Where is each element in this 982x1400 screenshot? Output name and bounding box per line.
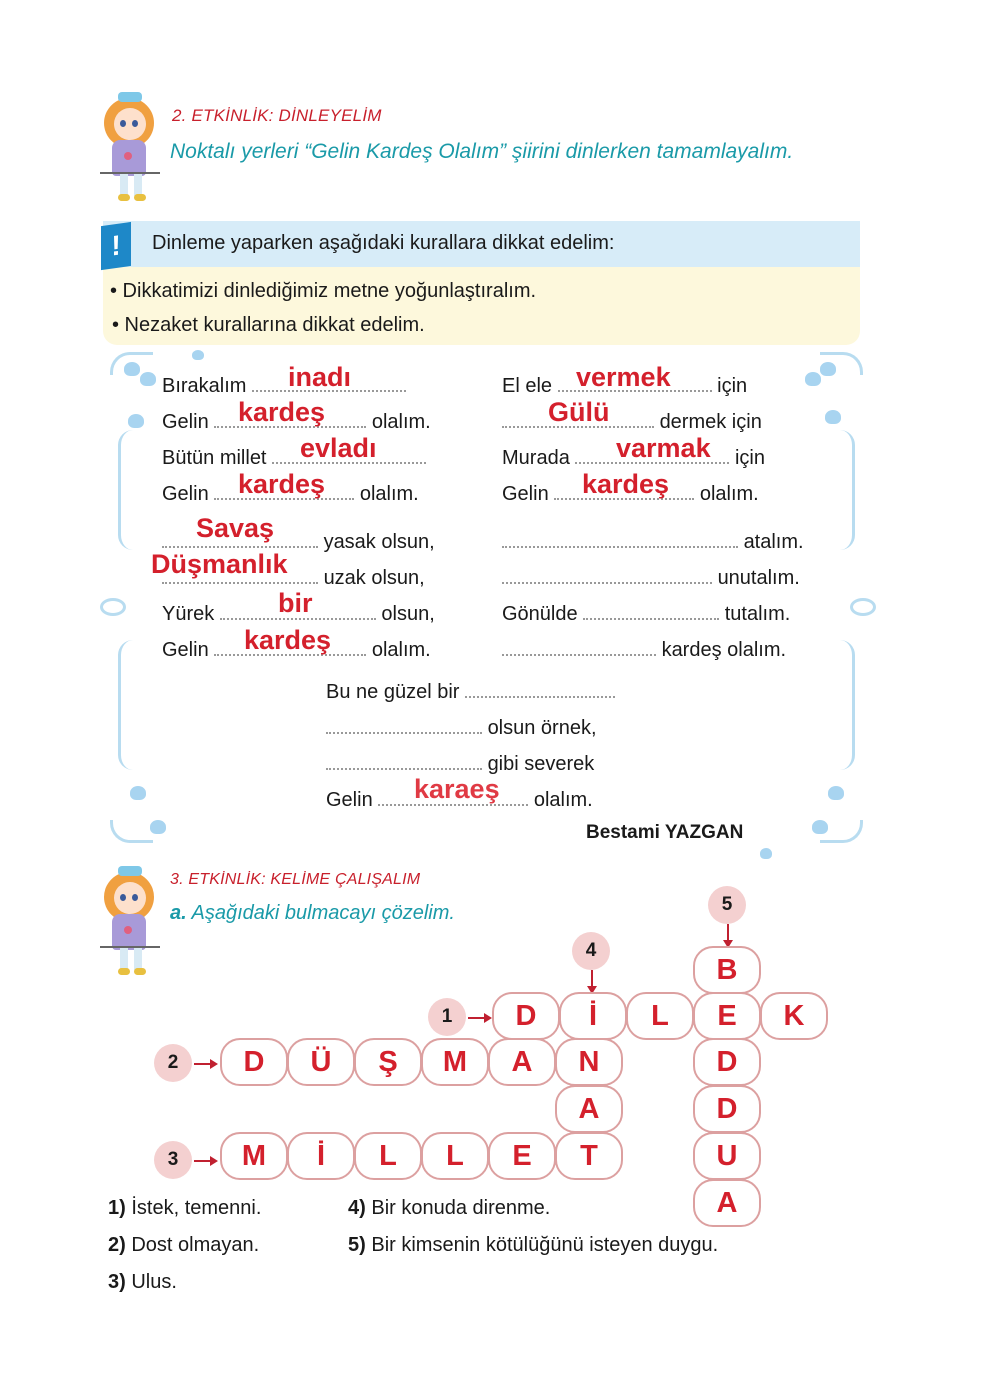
frame-knot-decoration bbox=[850, 598, 876, 616]
poem-line: Gelin olalım. bbox=[162, 408, 431, 436]
poem-line: atalım. bbox=[502, 528, 804, 556]
crossword-cell[interactable]: L bbox=[626, 992, 694, 1040]
clue-item: 2) Dost olmayan. bbox=[108, 1234, 260, 1256]
arrow-down-icon bbox=[727, 924, 729, 946]
arrow-right-icon bbox=[194, 1063, 216, 1065]
poem-line: Gönülde tutalım. bbox=[502, 600, 790, 628]
poem-line: yasak olsun, bbox=[162, 528, 435, 556]
handwritten-answer: varmak bbox=[616, 433, 711, 463]
crossword-cell[interactable]: L bbox=[354, 1132, 422, 1180]
activity3-title: 3. ETKİNLİK: KELİME ÇALIŞALIM bbox=[170, 871, 421, 888]
blank-field[interactable] bbox=[465, 678, 615, 698]
poem-line: unutalım. bbox=[502, 564, 800, 592]
poem-line: dermek için bbox=[502, 408, 762, 436]
poem-line: Gelin olalım. bbox=[162, 480, 419, 508]
clue-number-1: 1 bbox=[428, 998, 466, 1036]
arrow-right-icon bbox=[194, 1160, 216, 1162]
rule-item: • Dikkatimizi dinlediğimiz metne yoğunlaştıralım. bbox=[110, 280, 537, 302]
activity3-instruction: a. Aşağıdaki bulmacayı çözelim. bbox=[170, 902, 455, 924]
heart-icon bbox=[805, 372, 821, 386]
heart-icon bbox=[124, 362, 140, 376]
handwritten-answer: Gülü bbox=[548, 397, 610, 427]
blank-field[interactable] bbox=[326, 750, 482, 770]
heart-icon bbox=[828, 786, 844, 800]
crossword-cell[interactable]: E bbox=[693, 992, 761, 1040]
clue-item: 3) Ulus. bbox=[108, 1271, 177, 1293]
frame-vine-decoration bbox=[840, 640, 855, 770]
crossword-cell[interactable]: D bbox=[220, 1038, 288, 1086]
frame-knot-decoration bbox=[100, 598, 126, 616]
handwritten-answer: vermek bbox=[576, 362, 671, 392]
poem-line: Bu ne güzel bir bbox=[326, 678, 615, 706]
poem-line: Yürek olsun, bbox=[162, 600, 435, 628]
poem-line: El ele için bbox=[502, 372, 747, 400]
poem-line: Bütün millet bbox=[162, 444, 426, 472]
heart-icon bbox=[140, 372, 156, 386]
poem-line: Gelin olalım. bbox=[326, 786, 593, 814]
clue-item: 1) İstek, temenni. bbox=[108, 1197, 262, 1219]
poem-line: Gelin olalım. bbox=[502, 480, 759, 508]
activity2-instruction: Noktalı yerleri “Gelin Kardeş Olalım” şiirini dinlerken tamamlayalım. bbox=[170, 140, 794, 163]
blank-field[interactable] bbox=[502, 528, 738, 548]
crossword-cell[interactable]: U bbox=[693, 1132, 761, 1180]
handwritten-answer: Savaş bbox=[196, 513, 275, 543]
poem-line: gibi severek bbox=[326, 750, 594, 778]
frame-vine-decoration bbox=[118, 640, 133, 770]
clue-number-2: 2 bbox=[154, 1044, 192, 1082]
heart-icon bbox=[825, 410, 841, 424]
crossword-cell[interactable]: T bbox=[555, 1132, 623, 1180]
handwritten-answer: Düşmanlık bbox=[151, 549, 288, 579]
poem-line: uzak olsun, bbox=[162, 564, 425, 592]
poem-line: Murada için bbox=[502, 444, 765, 472]
clue-number-3: 3 bbox=[154, 1141, 192, 1179]
blank-field[interactable] bbox=[583, 600, 719, 620]
clue-number-5: 5 bbox=[708, 886, 746, 924]
crossword-cell[interactable]: A bbox=[488, 1038, 556, 1086]
handwritten-answer: bir bbox=[278, 588, 313, 618]
blank-field[interactable] bbox=[502, 564, 712, 584]
heart-icon bbox=[130, 786, 146, 800]
heart-icon bbox=[760, 848, 772, 859]
heart-icon bbox=[150, 820, 166, 834]
crossword-cell[interactable]: D bbox=[693, 1085, 761, 1133]
crossword-cell[interactable]: M bbox=[421, 1038, 489, 1086]
heart-icon bbox=[192, 350, 204, 360]
poem-line: Gelin olalım. bbox=[162, 636, 431, 664]
crossword-cell[interactable]: D bbox=[492, 992, 560, 1040]
rules-header-text: Dinleme yaparken aşağıdaki kurallara dikkat edelim: bbox=[152, 232, 615, 254]
poem-line: Bırakalım bbox=[162, 372, 406, 400]
poem-line: olsun örnek, bbox=[326, 714, 597, 742]
handwritten-answer: kardeş bbox=[238, 469, 326, 499]
clue-item: 5) Bir kimsenin kötülüğünü isteyen duygu. bbox=[348, 1234, 719, 1256]
exclamation-icon: ! bbox=[101, 222, 131, 270]
crossword-cell[interactable]: Ş bbox=[354, 1038, 422, 1086]
handwritten-answer: inadı bbox=[288, 362, 352, 392]
blank-field[interactable] bbox=[326, 714, 482, 734]
handwritten-answer: kardeş bbox=[238, 397, 326, 427]
crossword-cell[interactable]: N bbox=[555, 1038, 623, 1086]
crossword-cell[interactable]: M bbox=[220, 1132, 288, 1180]
rule-item: • Nezaket kurallarına dikkat edelim. bbox=[112, 314, 425, 336]
crossword-cell[interactable]: A bbox=[555, 1085, 623, 1133]
frame-swirl-decoration bbox=[110, 820, 153, 843]
crossword-cell[interactable]: A bbox=[693, 1179, 761, 1227]
handwritten-answer: karaeş bbox=[414, 774, 500, 804]
crossword-cell[interactable]: K bbox=[760, 992, 828, 1040]
crossword-cell[interactable]: İ bbox=[559, 992, 627, 1040]
girl-mascot-illustration bbox=[100, 92, 160, 202]
handwritten-answer: kardeş bbox=[244, 625, 332, 655]
girl-mascot-illustration bbox=[100, 866, 160, 976]
blank-field[interactable] bbox=[502, 636, 656, 656]
crossword-cell[interactable]: İ bbox=[287, 1132, 355, 1180]
arrow-down-icon bbox=[591, 970, 593, 992]
heart-icon bbox=[820, 362, 836, 376]
clue-number-4: 4 bbox=[572, 932, 610, 970]
poem-author: Bestami YAZGAN bbox=[586, 822, 744, 843]
frame-vine-decoration bbox=[840, 430, 855, 550]
crossword-cell[interactable]: L bbox=[421, 1132, 489, 1180]
heart-icon bbox=[812, 820, 828, 834]
handwritten-answer: kardeş bbox=[582, 469, 670, 499]
handwritten-answer: evladı bbox=[300, 433, 377, 463]
crossword-cell[interactable]: E bbox=[488, 1132, 556, 1180]
crossword-cell[interactable]: B bbox=[693, 946, 761, 994]
crossword-cell[interactable]: Ü bbox=[287, 1038, 355, 1086]
frame-vine-decoration bbox=[118, 430, 133, 550]
clue-item: 4) Bir konuda direnme. bbox=[348, 1197, 551, 1219]
crossword-cell[interactable]: D bbox=[693, 1038, 761, 1086]
activity2-title: 2. ETKİNLİK: DİNLEYELİM bbox=[172, 106, 382, 125]
poem-line: kardeş olalım. bbox=[502, 636, 786, 664]
arrow-right-icon bbox=[468, 1017, 490, 1019]
heart-icon bbox=[128, 414, 144, 428]
